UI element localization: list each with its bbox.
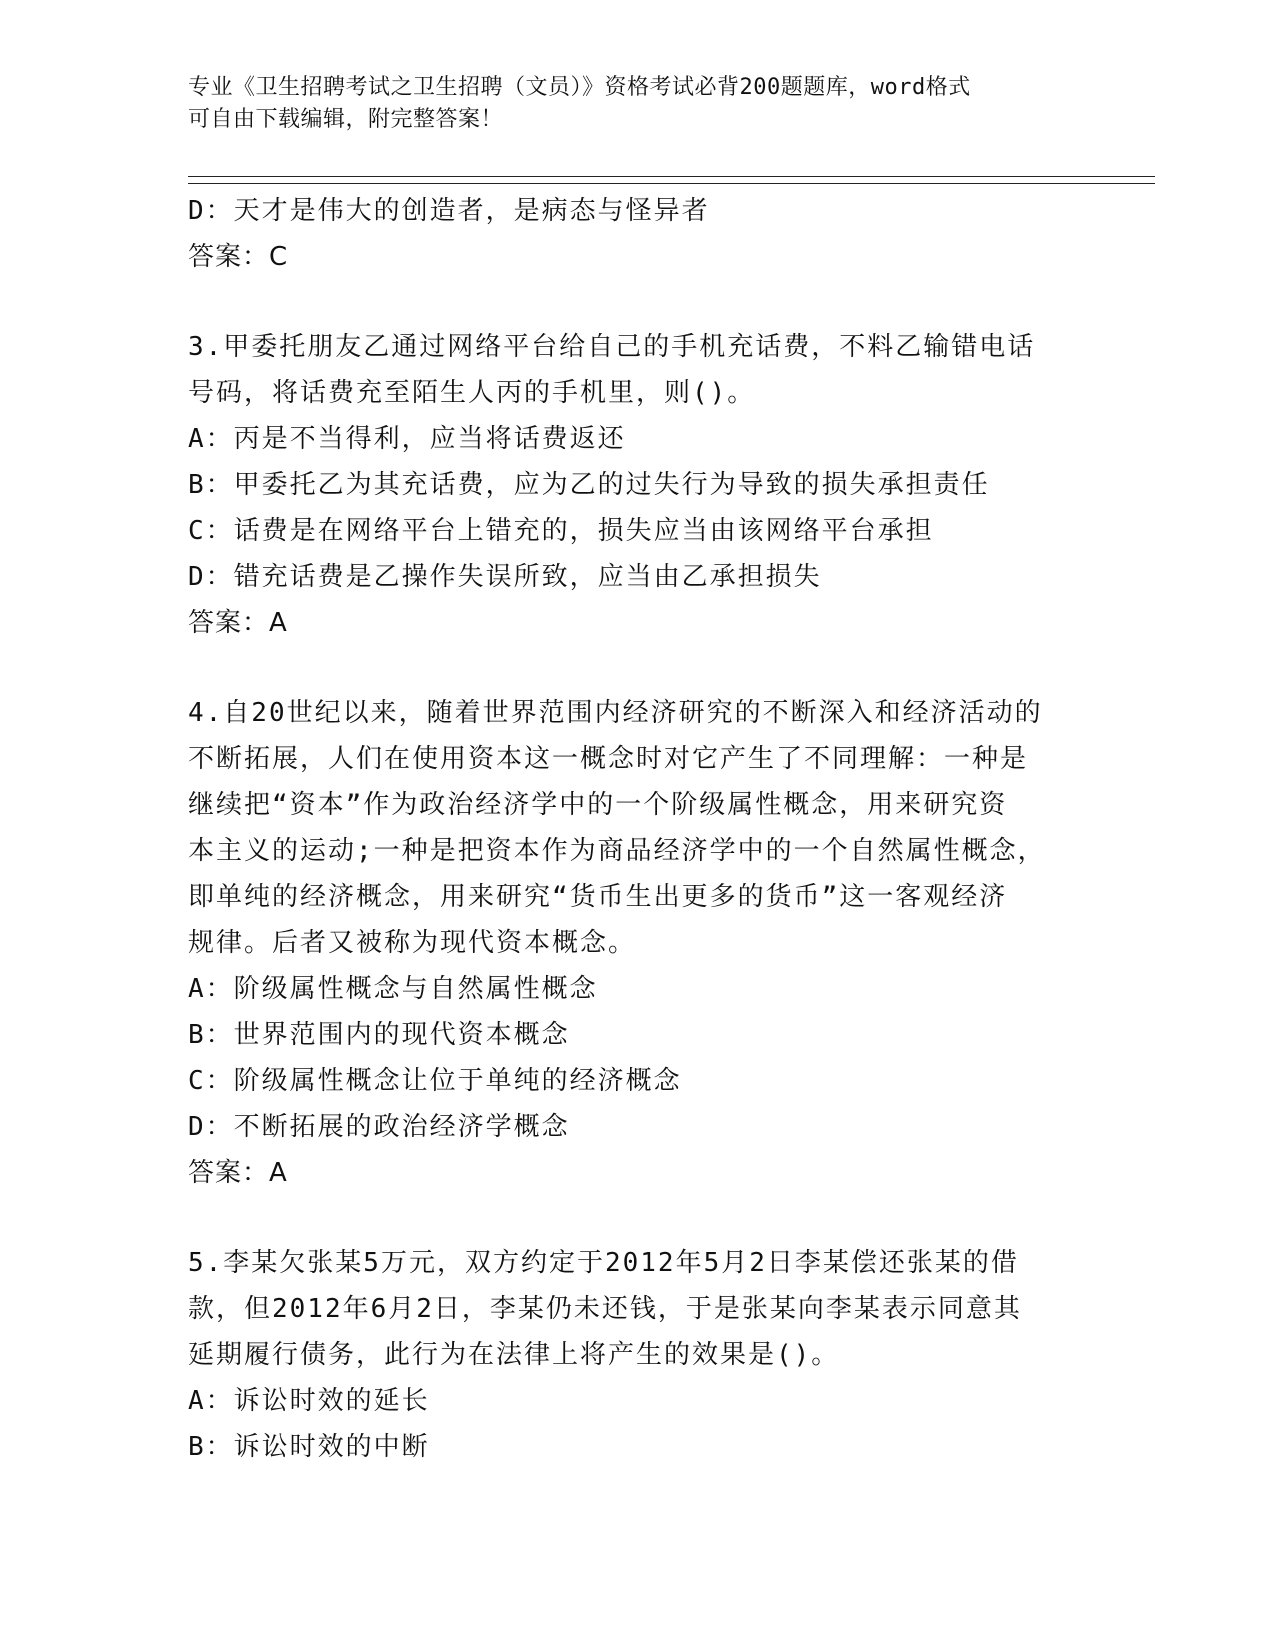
q3-stem-line: 3.甲委托朋友乙通过网络平台给自己的手机充话费，不料乙输错电话 (188, 332, 1036, 362)
q4-stem-line: 不断拓展，人们在使用资本这一概念时对它产生了不同理解：一种是 (188, 744, 1029, 774)
q3-option-c: C：话费是在网络平台上错充的，损失应当由该网络平台承担 (188, 516, 934, 546)
q4-stem-line: 规律。后者又被称为现代资本概念。 (188, 928, 637, 958)
q4-option-b: B：世界范围内的现代资本概念 (188, 1020, 570, 1050)
question-5 (188, 1240, 1088, 1470)
q3-option-d: D：错充话费是乙操作失误所致，应当由乙承担损失 (188, 562, 822, 592)
spacer (188, 280, 1088, 324)
header-divider-top (188, 176, 1155, 177)
q5-option-b: B：诉讼时效的中断 (188, 1432, 430, 1462)
question-4 (188, 690, 1088, 1196)
q3-answer: 答案：A (188, 608, 288, 638)
q5-stem-line: 款，但2012年6月2日，李某仍未还钱，于是张某向李某表示同意其 (188, 1294, 1022, 1324)
question-content (188, 188, 1088, 1470)
spacer (188, 646, 1088, 690)
header-title-line-1: 专业《卫生招聘考试之卫生招聘（文员）》资格考试必背200题题库，word格式 (188, 75, 971, 100)
q2-answer: 答案：C (188, 242, 289, 272)
q4-stem-line: 4.自20世纪以来，随着世界范围内经济研究的不断深入和经济活动的 (188, 698, 1043, 728)
q3-option-b: B：甲委托乙为其充话费，应为乙的过失行为导致的损失承担责任 (188, 470, 990, 500)
q2-option-d: D：天才是伟大的创造者，是病态与怪异者 (188, 196, 710, 226)
q3-stem-line: 号码，将话费充至陌生人丙的手机里，则()。 (188, 378, 756, 408)
q5-stem-line: 延期履行债务，此行为在法律上将产生的效果是()。 (188, 1340, 840, 1370)
q4-stem-line: 即单纯的经济概念，用来研究“货币生出更多的货币”这一客观经济 (188, 882, 1008, 912)
q5-stem-line: 5.李某欠张某5万元，双方约定于2012年5月2日李某偿还张某的借 (188, 1248, 1019, 1278)
q4-option-a: A：阶级属性概念与自然属性概念 (188, 974, 598, 1004)
header-divider-bottom (188, 183, 1155, 184)
q4-option-d: D：不断拓展的政治经济学概念 (188, 1112, 570, 1142)
document-header (188, 72, 1078, 136)
q4-answer: 答案：A (188, 1158, 288, 1188)
q3-option-a: A：丙是不当得利，应当将话费返还 (188, 424, 626, 454)
question-3 (188, 324, 1088, 646)
q4-stem-line: 本主义的运动;一种是把资本作为商品经济学中的一个自然属性概念， (188, 836, 1046, 866)
header-title-line-2: 可自由下载编辑，附完整答案！ (188, 107, 504, 132)
q4-option-c: C：阶级属性概念让位于单纯的经济概念 (188, 1066, 682, 1096)
q5-option-a: A：诉讼时效的延长 (188, 1386, 430, 1416)
spacer (188, 1196, 1088, 1240)
q4-stem-line: 继续把“资本”作为政治经济学中的一个阶级属性概念，用来研究资 (188, 790, 1008, 820)
